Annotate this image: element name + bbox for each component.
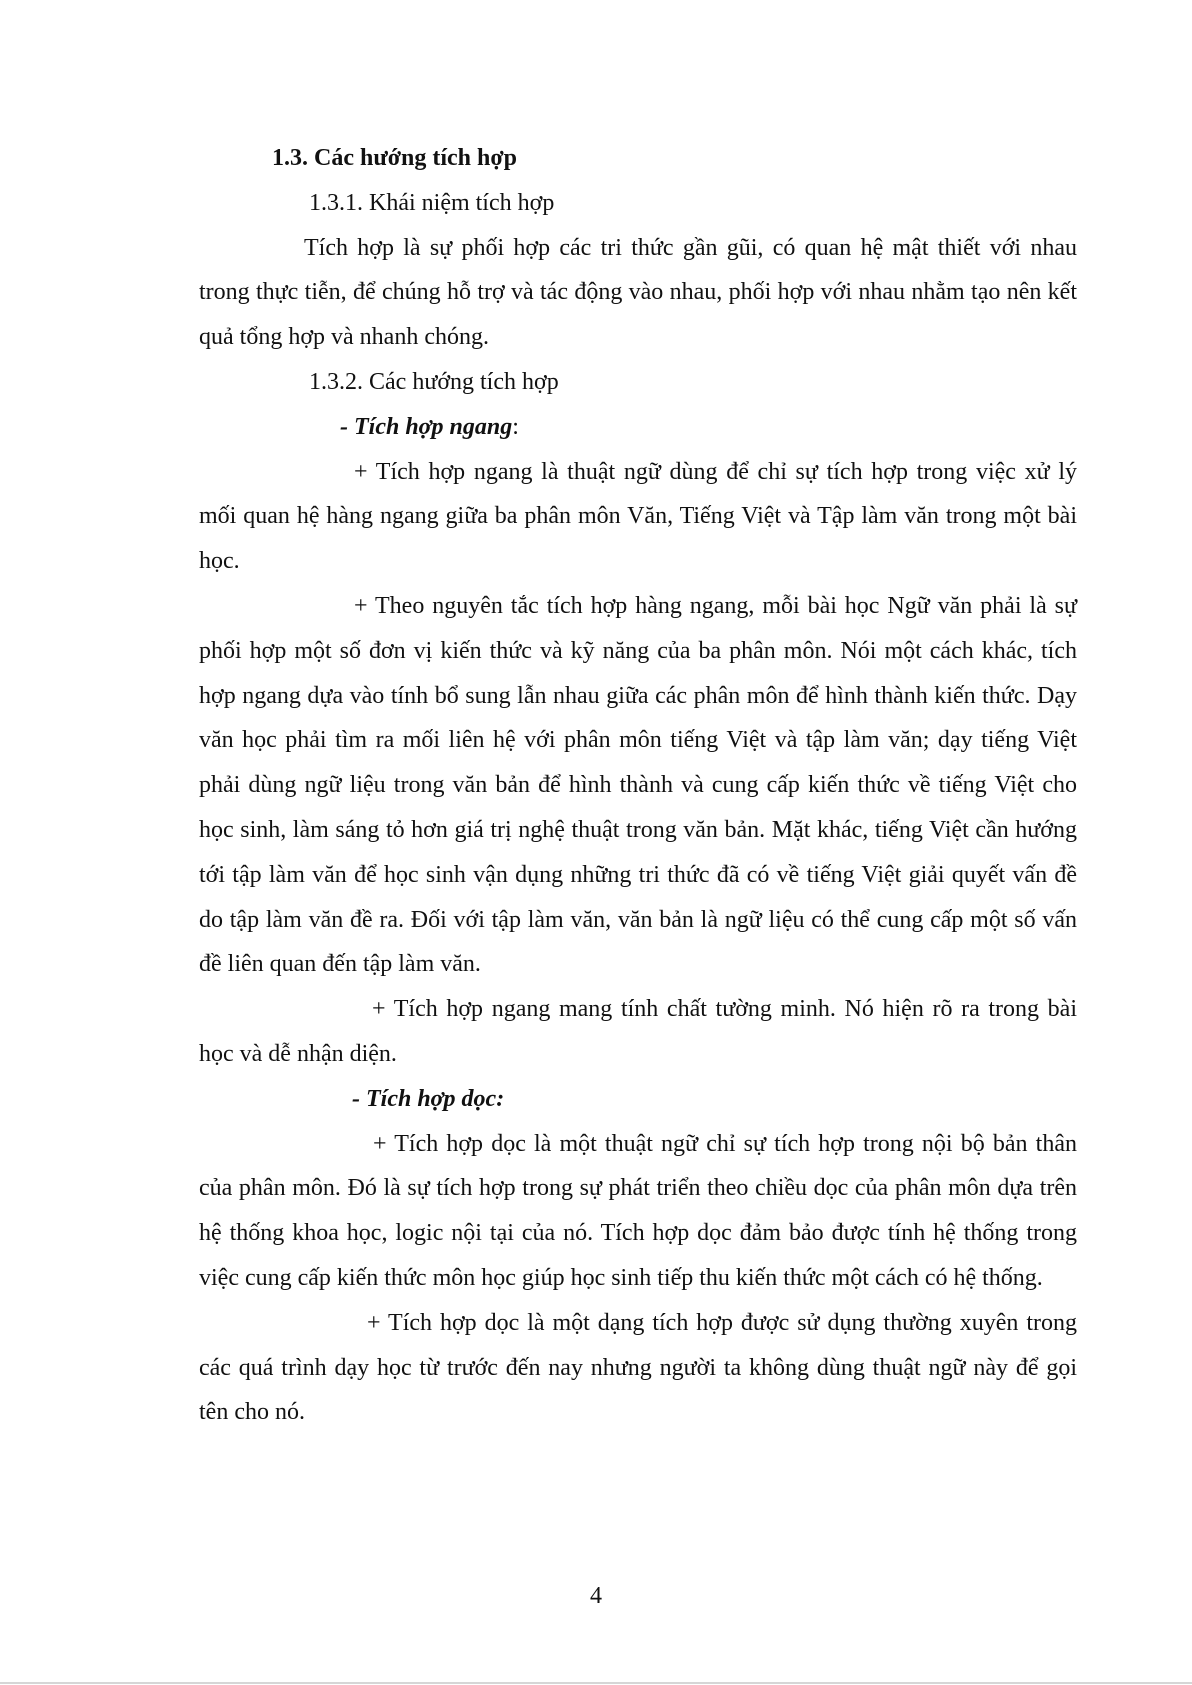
heading-vertical-integration: - Tích hợp dọc: xyxy=(352,1085,505,1112)
heading-horizontal-text: - Tích hợp ngang xyxy=(340,413,513,440)
paragraph-horizontal-2: + Theo nguyên tắc tích hợp hàng ngang, mỗi bài học Ngữ văn phải là sự phối hợp một số đơn vị kiến thức và kỹ năng của ba phân môn. Nói một cách khác, tích hợp ngang dựa vào tính bổ sung lẫn nhau giữa các phân môn để hình thành kiến thức. Dạy văn học phải tìm ra mối liên hệ với phân môn tiếng Việt và tập làm văn; dạy tiếng Việt phải dùng ngữ liệu trong văn bản để hình thành và cung cấp kiến thức về tiếng Việt cho học sinh, làm sáng tỏ hơn giá trị nghệ thuật trong văn bản. Mặt khác, tiếng Việt cần hướng tới tập làm văn để học sinh vận dụng những tri thức đã có về tiếng Việt giải quyết vấn đề do tập làm văn đề ra. Đối với tập làm văn, văn bản là ngữ liệu có thể cung cấp một số vấn đề liên quan đến tập làm văn. xyxy=(199,592,1077,978)
heading-horizontal-colon: : xyxy=(512,413,519,440)
paragraph-definition: Tích hợp là sự phối hợp các tri thức gần gũi, có quan hệ mật thiết với nhau trong thực tiễn, để chúng hỗ trợ và tác động vào nhau, phối hợp với nhau nhằm tạo nên kết quả tổng hợp và nhanh chóng. xyxy=(199,234,1077,351)
paragraph-vertical-2: + Tích hợp dọc là một dạng tích hợp được sử dụng thường xuyên trong các quá trình dạy học từ trước đến nay nhưng người ta không dùng thuật ngữ này để gọi tên cho nó. xyxy=(199,1309,1077,1426)
page-bottom-edge xyxy=(0,1682,1192,1684)
subsection-heading-concept: 1.3.1. Khái niệm tích hợp xyxy=(309,189,555,216)
paragraph-vertical-1: + Tích hợp dọc là một thuật ngữ chỉ sự tích hợp trong nội bộ bản thân của phân môn. Đó là sự tích hợp trong sự phát triển theo chiều dọc của phân môn dựa trên hệ thống khoa học, logic nội tại của nó. Tích hợp dọc đảm bảo được tính hệ thống trong việc cung cấp kiến thức môn học giúp học sinh tiếp thu kiến thức một cách có hệ thống. xyxy=(199,1130,1077,1291)
paragraph-horizontal-3: + Tích hợp ngang mang tính chất tường minh. Nó hiện rõ ra trong bài học và dễ nhận diện. xyxy=(199,996,1077,1067)
page-body xyxy=(199,136,1077,1435)
subsection-heading-directions: 1.3.2. Các hướng tích hợp xyxy=(309,368,559,395)
heading-horizontal-integration xyxy=(199,405,1077,450)
section-heading: 1.3. Các hướng tích hợp xyxy=(272,145,518,171)
paragraph-horizontal-1: + Tích hợp ngang là thuật ngữ dùng để chỉ sự tích hợp trong việc xử lý mối quan hệ hàng ngang giữa ba phân môn Văn, Tiếng Việt và Tập làm văn trong một bài học. xyxy=(199,458,1077,575)
page-number: 4 xyxy=(590,1583,602,1609)
